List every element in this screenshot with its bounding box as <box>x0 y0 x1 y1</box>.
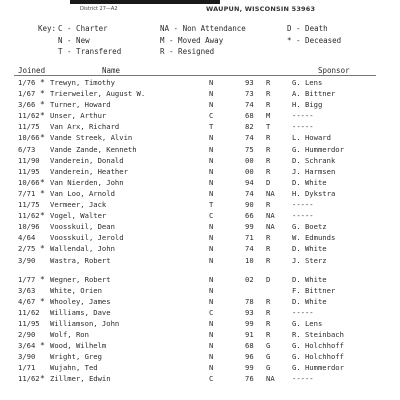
member-name: Whooley, James <box>50 296 111 306</box>
leave-reason: R <box>266 200 271 210</box>
status-code: N <box>209 166 214 176</box>
leave-reason: D <box>266 274 271 284</box>
year-left: 76 <box>245 374 254 384</box>
leave-reason: R <box>266 244 271 254</box>
sponsor-name: G. Lens <box>292 78 323 87</box>
sponsor-name: D. Schrank <box>292 155 336 165</box>
district-label: District 27—A2 <box>80 6 118 12</box>
deceased-mark: * <box>40 274 45 284</box>
joined-date: 4/67 <box>18 296 36 306</box>
year-left: 68 <box>245 111 254 121</box>
member-row <box>0 156 400 167</box>
sponsor-name: A. Bittner <box>292 89 336 99</box>
status-code: N <box>209 222 214 232</box>
member-row <box>0 363 400 374</box>
member-row <box>0 167 400 178</box>
joined-date: 11/75 <box>18 200 40 210</box>
status-code: N <box>209 330 214 340</box>
year-left: 00 <box>245 155 254 165</box>
joined-date: 2/75 <box>18 244 36 254</box>
member-name: Trierweiler, August W. <box>50 89 146 99</box>
year-left: 94 <box>245 177 254 187</box>
member-name: Voosskuil, Dean <box>50 222 115 232</box>
member-name: Zillmer, Edwin <box>50 374 111 384</box>
key-item: NA - Non Attendance <box>160 24 246 33</box>
member-row <box>0 330 400 341</box>
sponsor-name: H. Bigg <box>292 100 323 110</box>
year-left: 78 <box>245 296 254 306</box>
key-item: N - New <box>58 36 90 45</box>
leave-reason: R <box>266 89 271 99</box>
member-name: Van Nierden, John <box>50 177 124 187</box>
year-left: 10 <box>245 255 254 265</box>
member-name: Trewyn, Timothy <box>50 78 115 87</box>
deceased-mark: * <box>40 296 45 306</box>
year-left: 00 <box>245 166 254 176</box>
status-code: N <box>209 274 214 284</box>
deceased-mark: * <box>40 89 45 99</box>
joined-date: 11/62 <box>18 111 40 121</box>
column-header-sponsor: Sponsor <box>318 66 350 75</box>
key-item: M - Moved Away <box>160 36 224 45</box>
member-row <box>0 222 400 233</box>
status-code: N <box>209 352 214 362</box>
joined-date: 11/62 <box>18 374 40 384</box>
deceased-mark: * <box>40 211 45 221</box>
year-left: 93 <box>245 307 254 317</box>
year-left: 91 <box>245 330 254 340</box>
member-name: Vande Zande, Kenneth <box>50 144 137 154</box>
sponsor-name: G. Hummerdor <box>292 144 344 154</box>
sponsor-name: L. Howard <box>292 133 331 143</box>
sponsor-name: J. Harmsen <box>292 166 336 176</box>
member-row <box>0 111 400 122</box>
sponsor-name: ----- <box>292 111 314 121</box>
key-item: * - Deceased <box>287 36 342 45</box>
member-name: Wastra, Robert <box>50 255 111 265</box>
status-code: N <box>209 318 214 328</box>
member-row <box>0 189 400 200</box>
year-left: 74 <box>245 100 254 110</box>
member-name: Williamson, John <box>50 318 120 328</box>
joined-date: 3/63 <box>18 285 36 295</box>
deceased-mark: * <box>40 111 45 121</box>
member-list <box>0 78 400 386</box>
year-left: 73 <box>245 89 254 99</box>
member-row <box>0 374 400 385</box>
deceased-mark: * <box>40 341 45 351</box>
key-item: D - Death <box>287 24 328 33</box>
member-row <box>0 275 400 286</box>
member-name: Unser, Arthur <box>50 111 107 121</box>
member-name: Voosskuil, Jerold <box>50 233 124 243</box>
member-row <box>0 89 400 100</box>
joined-date: 11/75 <box>18 122 40 132</box>
deceased-mark: * <box>40 78 45 87</box>
joined-date: 6/73 <box>18 144 36 154</box>
deceased-mark: * <box>40 133 45 143</box>
joined-date: 3/90 <box>18 352 36 362</box>
leave-reason: T <box>266 122 271 132</box>
year-left: 74 <box>245 244 254 254</box>
top-border <box>70 0 220 4</box>
joined-date: 1/67 <box>18 89 36 99</box>
member-row <box>0 308 400 319</box>
sponsor-name: ----- <box>292 122 314 132</box>
member-name: Van Loo, Arnold <box>50 188 115 198</box>
leave-reason: NA <box>266 374 275 384</box>
leave-reason: R <box>266 100 271 110</box>
sponsor-name: W. Edmunds <box>292 233 336 243</box>
leave-reason: NA <box>266 188 275 198</box>
sponsor-name: G. Holchhoff <box>292 341 344 351</box>
status-code: C <box>209 374 214 384</box>
joined-date: 10/66 <box>18 177 40 187</box>
status-code: N <box>209 144 214 154</box>
member-name: Vanderein, Donald <box>50 155 124 165</box>
member-row <box>0 233 400 244</box>
sponsor-name: D. White <box>292 177 327 187</box>
leave-reason: R <box>266 78 271 87</box>
leave-reason: G <box>266 341 271 351</box>
leave-reason: M <box>266 111 271 121</box>
leave-reason: R <box>266 233 271 243</box>
sponsor-name: ----- <box>292 200 314 210</box>
leave-reason: R <box>266 133 271 143</box>
key-label: Key: <box>38 24 57 33</box>
year-left: 02 <box>245 274 254 284</box>
sponsor-name: D. White <box>292 274 327 284</box>
sponsor-name: D. White <box>292 244 327 254</box>
status-code: N <box>209 133 214 143</box>
member-row <box>0 352 400 363</box>
leave-reason: G <box>266 352 271 362</box>
member-row <box>0 200 400 211</box>
member-name: Williams, Dave <box>50 307 111 317</box>
member-row <box>0 100 400 111</box>
leave-reason: R <box>266 330 271 340</box>
sponsor-name: G. Lens <box>292 318 323 328</box>
leave-reason: G <box>266 363 271 373</box>
member-name: Wegner, Robert <box>50 274 111 284</box>
member-name: Vermeer, Jack <box>50 200 107 210</box>
year-left: 66 <box>245 211 254 221</box>
member-name: Wood, Wilhelm <box>50 341 107 351</box>
member-row <box>0 286 400 297</box>
year-left: 99 <box>245 222 254 232</box>
joined-date: 4/64 <box>18 233 36 243</box>
status-code: N <box>209 177 214 187</box>
key-item: C - Charter <box>58 24 108 33</box>
member-row <box>0 244 400 255</box>
leave-reason: R <box>266 255 271 265</box>
member-row <box>0 319 400 330</box>
joined-date: 7/71 <box>18 188 36 198</box>
member-row <box>0 297 400 308</box>
member-name: Van Arx, Richard <box>50 122 120 132</box>
status-code: N <box>209 285 214 295</box>
status-code: N <box>209 233 214 243</box>
leave-reason: R <box>266 166 271 176</box>
member-name: White, Orien <box>50 285 102 295</box>
sponsor-name: ----- <box>292 211 314 221</box>
member-row <box>0 341 400 352</box>
joined-date: 11/62 <box>18 211 40 221</box>
key-item: T - Transfered <box>58 47 122 56</box>
status-code: N <box>209 296 214 306</box>
status-code: N <box>209 363 214 373</box>
member-row <box>0 178 400 189</box>
member-name: Wujahn, Ted <box>50 363 98 373</box>
year-left: 74 <box>245 133 254 143</box>
member-name: Wolf, Ron <box>50 330 89 340</box>
deceased-mark: * <box>40 188 45 198</box>
status-code: C <box>209 307 214 317</box>
status-code: N <box>209 341 214 351</box>
joined-date: 10/66 <box>18 133 40 143</box>
status-code: N <box>209 255 214 265</box>
joined-date: 11/95 <box>18 166 40 176</box>
leave-reason: R <box>266 155 271 165</box>
member-name: Vogel, Walter <box>50 211 107 221</box>
joined-date: 11/95 <box>18 318 40 328</box>
leave-reason: NA <box>266 222 275 232</box>
sponsor-name: G. Hummerdor <box>292 363 344 373</box>
joined-date: 3/64 <box>18 341 36 351</box>
status-code: N <box>209 188 214 198</box>
member-name: Wright, Greg <box>50 352 102 362</box>
status-code: N <box>209 89 214 99</box>
member-row <box>0 78 400 89</box>
deceased-mark: * <box>40 374 45 384</box>
year-left: 82 <box>245 122 254 132</box>
status-code: C <box>209 111 214 121</box>
year-left: 74 <box>245 188 254 198</box>
location-label: WAUPUN, WISCONSIN 53963 <box>206 5 316 13</box>
leave-reason: R <box>266 144 271 154</box>
leave-reason: R <box>266 296 271 306</box>
year-left: 96 <box>245 352 254 362</box>
sponsor-name: D. White <box>292 296 327 306</box>
status-code: N <box>209 100 214 110</box>
year-left: 71 <box>245 233 254 243</box>
column-header-name: Name <box>102 66 121 75</box>
joined-date: 10/96 <box>18 222 40 232</box>
sponsor-name: G. Boetz <box>292 222 327 232</box>
sponsor-name: H. Dykstra <box>292 188 336 198</box>
header-divider <box>14 75 376 76</box>
status-code: N <box>209 244 214 254</box>
status-code: C <box>209 211 214 221</box>
member-name: Vande Streek, Alvin <box>50 133 133 143</box>
status-code: N <box>209 78 214 87</box>
joined-date: 1/77 <box>18 274 36 284</box>
joined-date: 1/76 <box>18 78 36 87</box>
leave-reason: R <box>266 318 271 328</box>
status-code: T <box>209 200 214 210</box>
year-left: 75 <box>245 144 254 154</box>
sponsor-name: J. Sterz <box>292 255 327 265</box>
column-header-joined: Joined <box>18 66 46 75</box>
joined-date: 2/90 <box>18 330 36 340</box>
member-row <box>0 145 400 156</box>
leave-reason: D <box>266 177 271 187</box>
deceased-mark: * <box>40 177 45 187</box>
status-code: T <box>209 122 214 132</box>
sponsor-name: F. Bittner <box>292 285 336 295</box>
member-row <box>0 122 400 133</box>
year-left: 93 <box>245 78 254 87</box>
year-left: 90 <box>245 200 254 210</box>
key-item: R - Resigned <box>160 47 215 56</box>
sponsor-name: ----- <box>292 374 314 384</box>
joined-date: 11/90 <box>18 155 40 165</box>
leave-reason: R <box>266 307 271 317</box>
status-code: N <box>209 155 214 165</box>
member-name: Turner, Howard <box>50 100 111 110</box>
member-row <box>0 211 400 222</box>
joined-date: 3/90 <box>18 255 36 265</box>
year-left: 99 <box>245 363 254 373</box>
member-row <box>0 256 400 267</box>
year-left: 68 <box>245 341 254 351</box>
sponsor-name: G. Holchhoff <box>292 352 344 362</box>
deceased-mark: * <box>40 244 45 254</box>
leave-reason: NA <box>266 211 275 221</box>
joined-date: 1/71 <box>18 363 36 373</box>
joined-date: 11/62 <box>18 307 40 317</box>
member-row <box>0 133 400 144</box>
sponsor-name: ----- <box>292 307 314 317</box>
joined-date: 3/66 <box>18 100 36 110</box>
member-name: Wallendal, John <box>50 244 115 254</box>
year-left: 99 <box>245 318 254 328</box>
sponsor-name: R. Steinbach <box>292 330 344 340</box>
deceased-mark: * <box>40 100 45 110</box>
member-name: Vanderein, Heather <box>50 166 128 176</box>
